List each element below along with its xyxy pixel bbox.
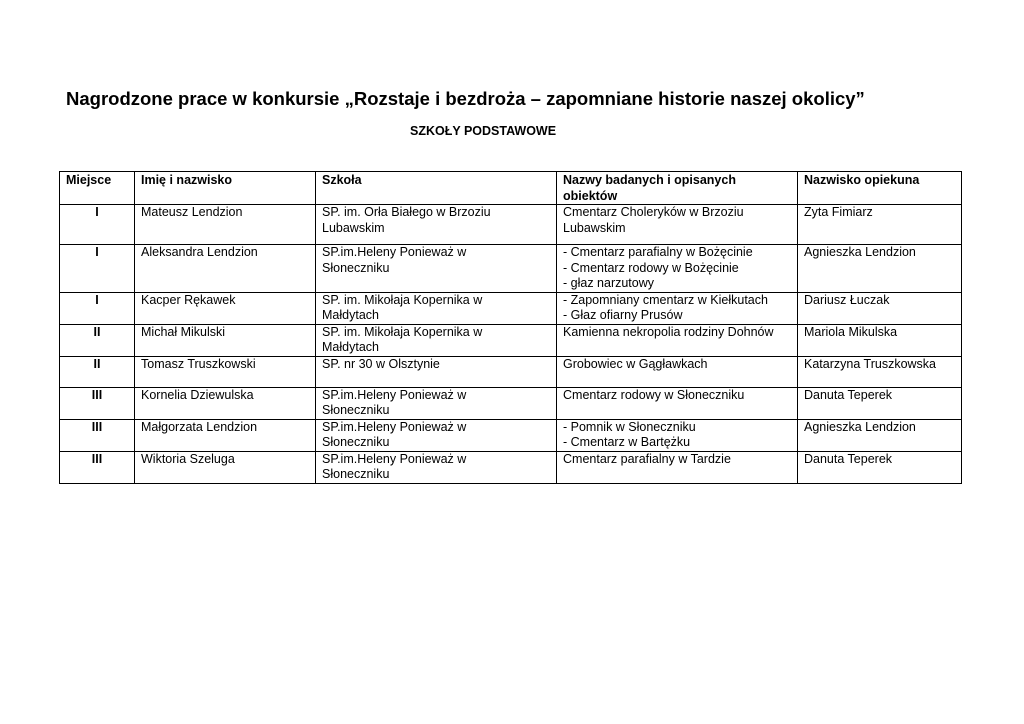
tutor-cell — [798, 205, 962, 245]
school-cell — [316, 205, 557, 245]
object-line: - Pomnik w Słoneczniku — [563, 419, 696, 434]
table-row — [60, 324, 962, 356]
school-line: SP.im.Heleny Ponieważ w — [322, 451, 467, 466]
table-row — [60, 205, 962, 245]
place-value: III — [91, 419, 103, 434]
results-table — [59, 171, 962, 484]
tutor-cell — [798, 419, 962, 451]
student-name: Małgorzata Lendzion — [141, 419, 258, 434]
place-value: I — [95, 292, 99, 307]
student-name: Kacper Rękawek — [141, 292, 236, 307]
tutor-cell — [798, 292, 962, 324]
name-cell — [135, 419, 316, 451]
student-name: Kornelia Dziewulska — [141, 387, 254, 402]
school-line: SP. im. Orła Białego w Brzoziu — [322, 205, 491, 219]
tutor-name: Mariola Mikulska — [804, 324, 898, 339]
student-name: Aleksandra Lendzion — [141, 245, 258, 259]
student-name: Michał Mikulski — [141, 324, 226, 339]
object-line: Kamienna nekropolia rodziny Dohnów — [563, 324, 774, 339]
object-line: Cmentarz Choleryków w Brzoziu — [563, 205, 744, 219]
place-value: I — [95, 245, 99, 259]
place-value: II — [93, 356, 101, 371]
object-line: - Głaz ofiarny Prusów — [563, 308, 683, 322]
school-cell — [316, 292, 557, 324]
name-cell — [135, 451, 316, 483]
header-school: Szkoła — [316, 172, 557, 205]
student-name: Tomasz Truszkowski — [141, 356, 256, 371]
school-cell — [316, 356, 557, 387]
tutor-name: Katarzyna Truszkowska — [804, 356, 936, 371]
object-line: - Zapomniany cmentarz w Kiełkutach — [563, 292, 768, 307]
objects-cell — [557, 245, 798, 293]
place-cell — [60, 245, 135, 293]
school-line: SP. im. Mikołaja Kopernika w — [322, 292, 483, 307]
place-cell — [60, 451, 135, 483]
header-name: Imię i nazwisko — [135, 172, 316, 205]
school-line: SP. im. Mikołaja Kopernika w — [322, 324, 483, 339]
place-cell — [60, 356, 135, 387]
objects-cell — [557, 205, 798, 245]
object-line: - Cmentarz parafialny w Bożęcinie — [563, 245, 753, 259]
school-line: SP.im.Heleny Ponieważ w — [322, 245, 467, 259]
table-row — [60, 451, 962, 483]
name-cell — [135, 356, 316, 387]
tutor-cell — [798, 387, 962, 419]
header-objects: Nazwy badanych i opisanych obiektów — [557, 172, 798, 205]
object-line: - Cmentarz rodowy w Bożęcinie — [563, 260, 739, 275]
school-cell — [316, 419, 557, 451]
object-line: - Cmentarz w Bartężku — [563, 435, 691, 449]
object-line: Cmentarz parafialny w Tardzie — [563, 451, 731, 466]
object-line: Cmentarz rodowy w Słoneczniku — [563, 387, 745, 402]
school-line: Słoneczniku — [322, 260, 390, 275]
tutor-name: Danuta Teperek — [804, 451, 893, 466]
school-line: Słoneczniku — [322, 435, 390, 449]
name-cell — [135, 245, 316, 293]
objects-cell — [557, 292, 798, 324]
tutor-name: Dariusz Łuczak — [804, 292, 890, 307]
table-row — [60, 245, 962, 293]
place-cell — [60, 292, 135, 324]
tutor-cell — [798, 451, 962, 483]
tutor-name: Danuta Teperek — [804, 387, 893, 402]
name-cell — [135, 387, 316, 419]
objects-cell — [557, 356, 798, 387]
school-line: SP. nr 30 w Olsztynie — [322, 356, 440, 371]
place-cell — [60, 324, 135, 356]
table-row — [60, 419, 962, 451]
objects-cell — [557, 324, 798, 356]
object-line: - głaz narzutowy — [563, 276, 655, 290]
section-subtitle: SZKOŁY PODSTAWOWE — [410, 124, 557, 138]
school-cell — [316, 324, 557, 356]
object-line: Grobowiec w Gągławkach — [563, 356, 708, 371]
school-cell — [316, 387, 557, 419]
school-cell — [316, 451, 557, 483]
tutor-name: Agnieszka Lendzion — [804, 419, 916, 434]
tutor-cell — [798, 356, 962, 387]
tutor-name: Zyta Fimiarz — [804, 205, 873, 219]
object-line: Lubawskim — [563, 220, 626, 235]
name-cell — [135, 324, 316, 356]
place-value: II — [93, 324, 101, 339]
tutor-cell — [798, 324, 962, 356]
table-header-row — [60, 172, 962, 205]
page-title: Nagrodzone prace w konkursie „Rozstaje i bezdroża – zapomniane historie naszej okolicy” — [66, 88, 865, 109]
school-line: SP.im.Heleny Ponieważ w — [322, 419, 467, 434]
header-tutor: Nazwisko opiekuna — [798, 172, 962, 205]
student-name: Wiktoria Szeluga — [141, 451, 235, 466]
place-value: III — [91, 387, 103, 402]
table-body — [60, 205, 962, 484]
objects-cell — [557, 419, 798, 451]
name-cell — [135, 205, 316, 245]
name-cell — [135, 292, 316, 324]
place-cell — [60, 387, 135, 419]
school-line: SP.im.Heleny Ponieważ w — [322, 387, 467, 402]
place-cell — [60, 205, 135, 245]
school-line: Słoneczniku — [322, 467, 390, 481]
student-name: Mateusz Lendzion — [141, 205, 243, 219]
school-line: Słoneczniku — [322, 403, 390, 417]
table-row — [60, 292, 962, 324]
objects-cell — [557, 387, 798, 419]
table-row — [60, 387, 962, 419]
school-line: Lubawskim — [322, 220, 385, 235]
place-value: I — [95, 205, 99, 219]
header-place: Miejsce — [60, 172, 135, 205]
place-value: III — [91, 451, 103, 466]
tutor-cell — [798, 245, 962, 293]
objects-cell — [557, 451, 798, 483]
school-cell — [316, 245, 557, 293]
tutor-name: Agnieszka Lendzion — [804, 245, 916, 259]
table-row — [60, 356, 962, 387]
school-line: Małdytach — [322, 340, 379, 354]
place-cell — [60, 419, 135, 451]
school-line: Małdytach — [322, 308, 379, 322]
